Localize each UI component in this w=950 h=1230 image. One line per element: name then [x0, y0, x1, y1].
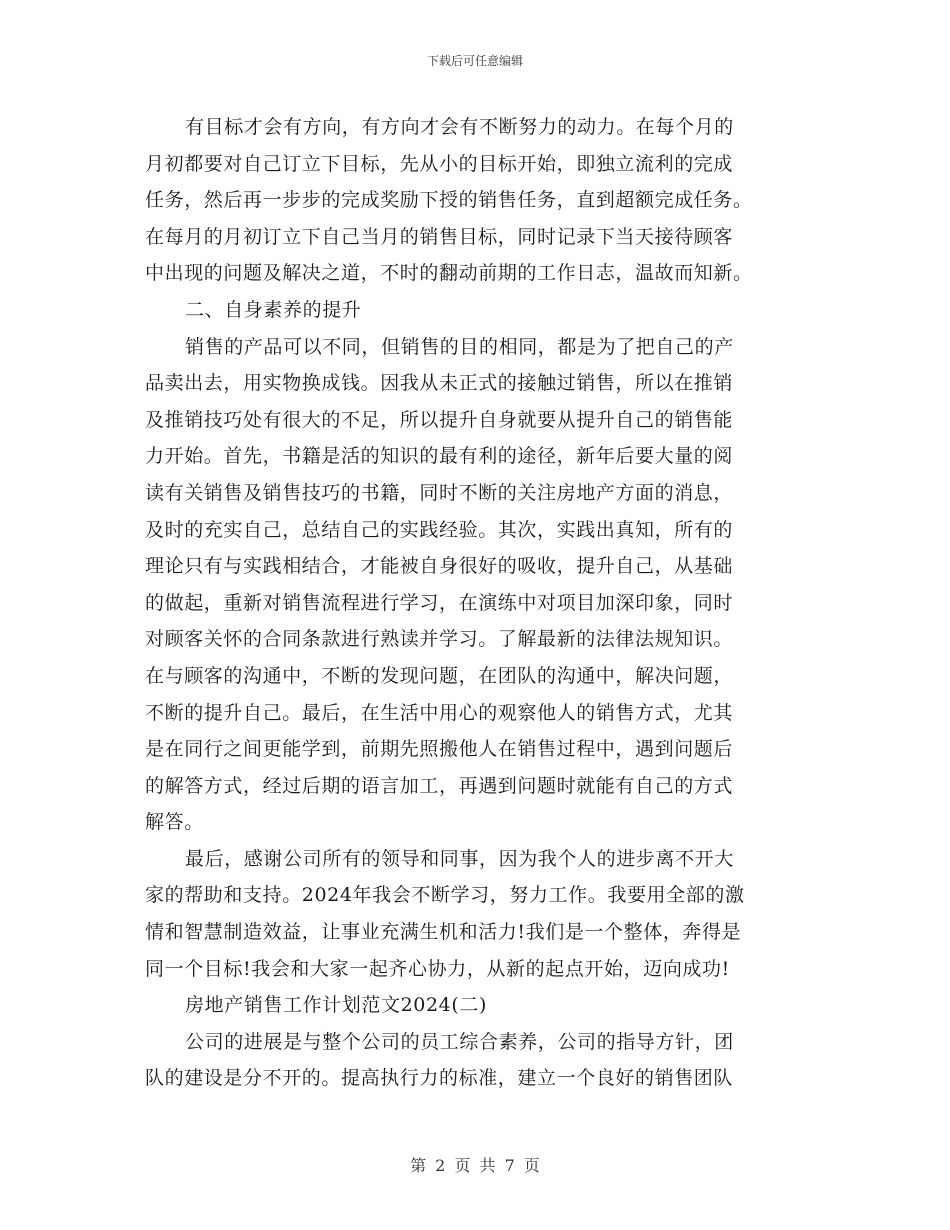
paragraph-line: 情和智慧制造效益，让事业充满生机和活力!我们是一个整体，奔得是 [145, 921, 742, 944]
paragraph-line: 在每月的月初订立下自己当月的销售目标，同时记录下当天接待顾客 [145, 225, 734, 248]
section-heading: 二、自身素养的提升 [185, 298, 362, 321]
paragraph-line: 月初都要对自己订立下目标，先从小的目标开始，即独立流利的完成 [145, 152, 734, 175]
paragraph-line: 对顾客关怀的合同条款进行熟读并学习。了解最新的法律法规知识。 [145, 628, 734, 651]
paragraph-line: 品卖出去，用实物换成钱。因我从未正式的接触过销售，所以在推销 [145, 372, 734, 395]
paragraph-line: 解答。 [145, 811, 204, 834]
section-heading: 房地产销售工作计划范文2024(二) [185, 994, 487, 1017]
paragraph-line: 家的帮助和支持。2024年我会不断学习，努力工作。我要用全部的激 [145, 884, 745, 907]
paragraph-line: 在与顾客的沟通中，不断的发现问题，在团队的沟通中，解决问题， [145, 664, 734, 687]
paragraph-line: 的解答方式，经过后期的语言加工，再遇到问题时就能有自己的方式 [145, 774, 734, 797]
paragraph-line: 有目标才会有方向，有方向才会有不断努力的动力。在每个月的 [185, 116, 734, 138]
page-header: 下载后可任意编辑 [426, 54, 523, 68]
paragraph-line: 队的建设是分不开的。提高执行力的标准，建立一个良好的销售团队 [145, 1067, 734, 1090]
paragraph-line: 销售的产品可以不同，但销售的目的相同，都是为了把自己的产 [185, 335, 734, 358]
document-body [145, 109, 805, 1097]
paragraph-line: 同一个目标!我会和大家一起齐心协力，从新的起点开始，迈向成功! [145, 957, 730, 980]
paragraph-line: 公司的进展是与整个公司的员工综合素养，公司的指导方针，团 [185, 1030, 734, 1053]
paragraph-line: 的做起，重新对销售流程进行学习，在演练中对项目加深印象，同时 [145, 591, 734, 614]
paragraph-line: 任务，然后再一步步的完成奖励下授的销售任务，直到超额完成任务。 [145, 189, 753, 212]
paragraph-line: 不断的提升自己。最后，在生活中用心的观察他人的销售方式，尤其 [145, 701, 734, 724]
page-number-footer: 第 2 页 共 7 页 [410, 1156, 540, 1175]
paragraph-line: 读有关销售及销售技巧的书籍，同时不断的关注房地产方面的消息， [145, 481, 734, 504]
paragraph-line: 是在同行之间更能学到，前期先照搬他人在销售过程中，遇到问题后 [145, 738, 734, 761]
paragraph-line: 力开始。首先，书籍是活的知识的最有利的途径，新年后要大量的阅 [145, 445, 734, 468]
paragraph-line: 中出现的问题及解决之道，不时的翻动前期的工作日志，温故而知新。 [145, 262, 753, 285]
paragraph-line: 及时的充实自己，总结自己的实践经验。其次，实践出真知，所有的 [145, 518, 734, 541]
paragraph-line: 理论只有与实践相结合，才能被自身很好的吸收，提升自己，从基础 [145, 555, 734, 578]
paragraph-line: 及推销技巧处有很大的不足，所以提升自身就要从提升自己的销售能 [145, 408, 734, 431]
paragraph-line: 最后，感谢公司所有的领导和同事，因为我个人的进步离不开大 [185, 847, 734, 870]
